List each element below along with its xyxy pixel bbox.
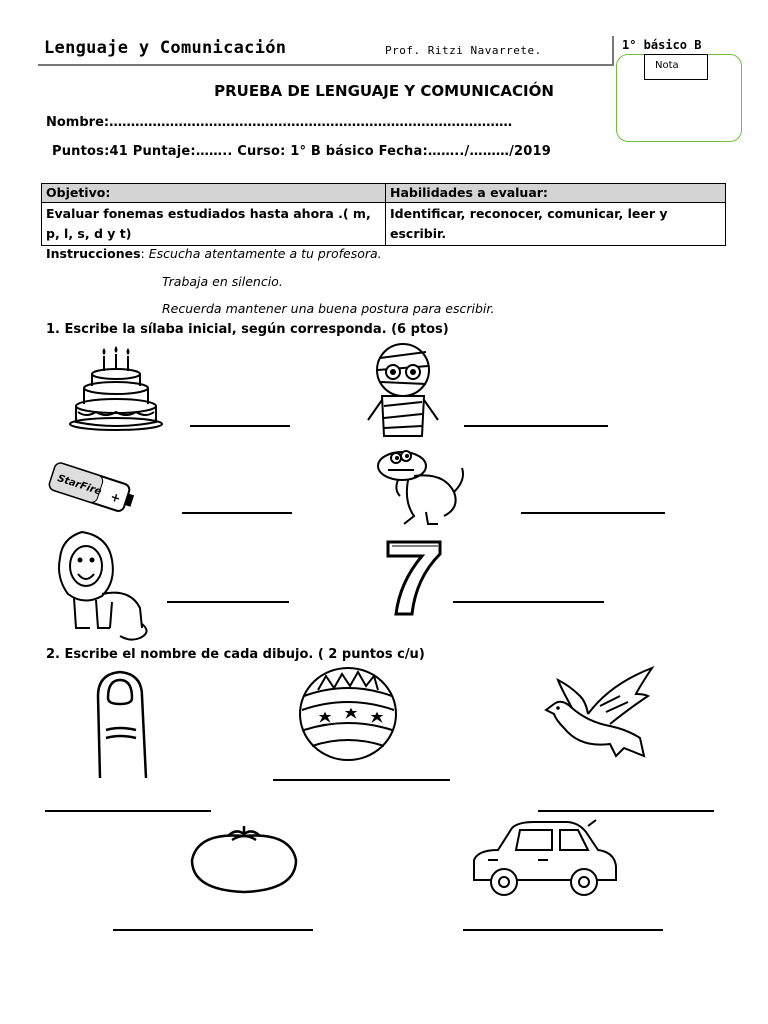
car-image — [468, 820, 620, 900]
battery-image — [46, 458, 138, 520]
points-line: Puntos:41 Puntaje:…….. Curso: 1° B básico Fecha:……../………/2019 — [52, 144, 552, 159]
objective-cell: Evaluar fonemas estudiados hasta ahora .( m, p, l, s, d y t) — [42, 203, 386, 246]
answer-line-11[interactable] — [463, 929, 663, 931]
battery-brand: StarFire — [55, 473, 103, 498]
dinosaur-image — [374, 446, 468, 528]
grade-label: 1° básico B — [622, 38, 702, 52]
header-vertical-divider — [612, 36, 614, 66]
instruction-line-1: Escucha atentamente a tu profesora. — [148, 246, 382, 261]
instruction-line-3: Recuerda mantener una buena postura para escribir. — [162, 301, 495, 316]
instruction-line-2: Trabaja en silencio. — [162, 274, 283, 289]
tomato-image — [188, 822, 300, 894]
teacher-name: Prof. Ritzi Navarrete. — [385, 44, 542, 57]
answer-line-7[interactable] — [45, 810, 211, 812]
ball-image — [298, 666, 398, 762]
nota-box — [644, 54, 708, 80]
svg-text:+: + — [108, 489, 123, 506]
answer-line-1[interactable] — [190, 425, 290, 427]
answer-line-2[interactable] — [464, 425, 608, 427]
answer-line-4[interactable] — [521, 512, 665, 514]
name-line: Nombre:………………………………………………………………………………… — [46, 115, 513, 130]
answer-line-9[interactable] — [538, 810, 714, 812]
dove-image — [540, 664, 660, 768]
answer-line-5[interactable] — [167, 601, 289, 603]
skills-header: Habilidades a evaluar: — [386, 184, 726, 203]
answer-line-3[interactable] — [182, 512, 292, 514]
answer-line-8[interactable] — [273, 779, 450, 781]
header-divider — [38, 64, 614, 66]
instructions-label: Instrucciones — [46, 246, 141, 261]
number-seven-image — [382, 538, 446, 618]
objective-header: Objetivo: — [42, 184, 386, 203]
question-2: 2. Escribe el nombre de cada dibujo. ( 2 puntos c/u) — [46, 647, 425, 662]
answer-line-10[interactable] — [113, 929, 313, 931]
question-1: 1. Escribe la sílaba inicial, según corresponda. (6 ptos) — [46, 322, 449, 337]
skills-cell: Identificar, reconocer, comunicar, leer y escribir. — [386, 203, 726, 246]
finger-image — [86, 668, 152, 780]
test-title — [0, 82, 768, 100]
test-title-text: PRUEBA DE LENGUAJE Y COMUNICACIÓN — [214, 82, 554, 100]
answer-line-6[interactable] — [453, 601, 604, 603]
subject-title: Lenguaje y Comunicación — [44, 38, 287, 58]
lion-image — [54, 528, 160, 640]
instructions: Instrucciones: Escucha atentamente a tu profesora. — [46, 246, 382, 261]
mummy-image — [362, 340, 444, 438]
objective-table — [41, 183, 726, 246]
cake-image — [66, 346, 166, 432]
nota-label: Nota — [655, 60, 679, 71]
